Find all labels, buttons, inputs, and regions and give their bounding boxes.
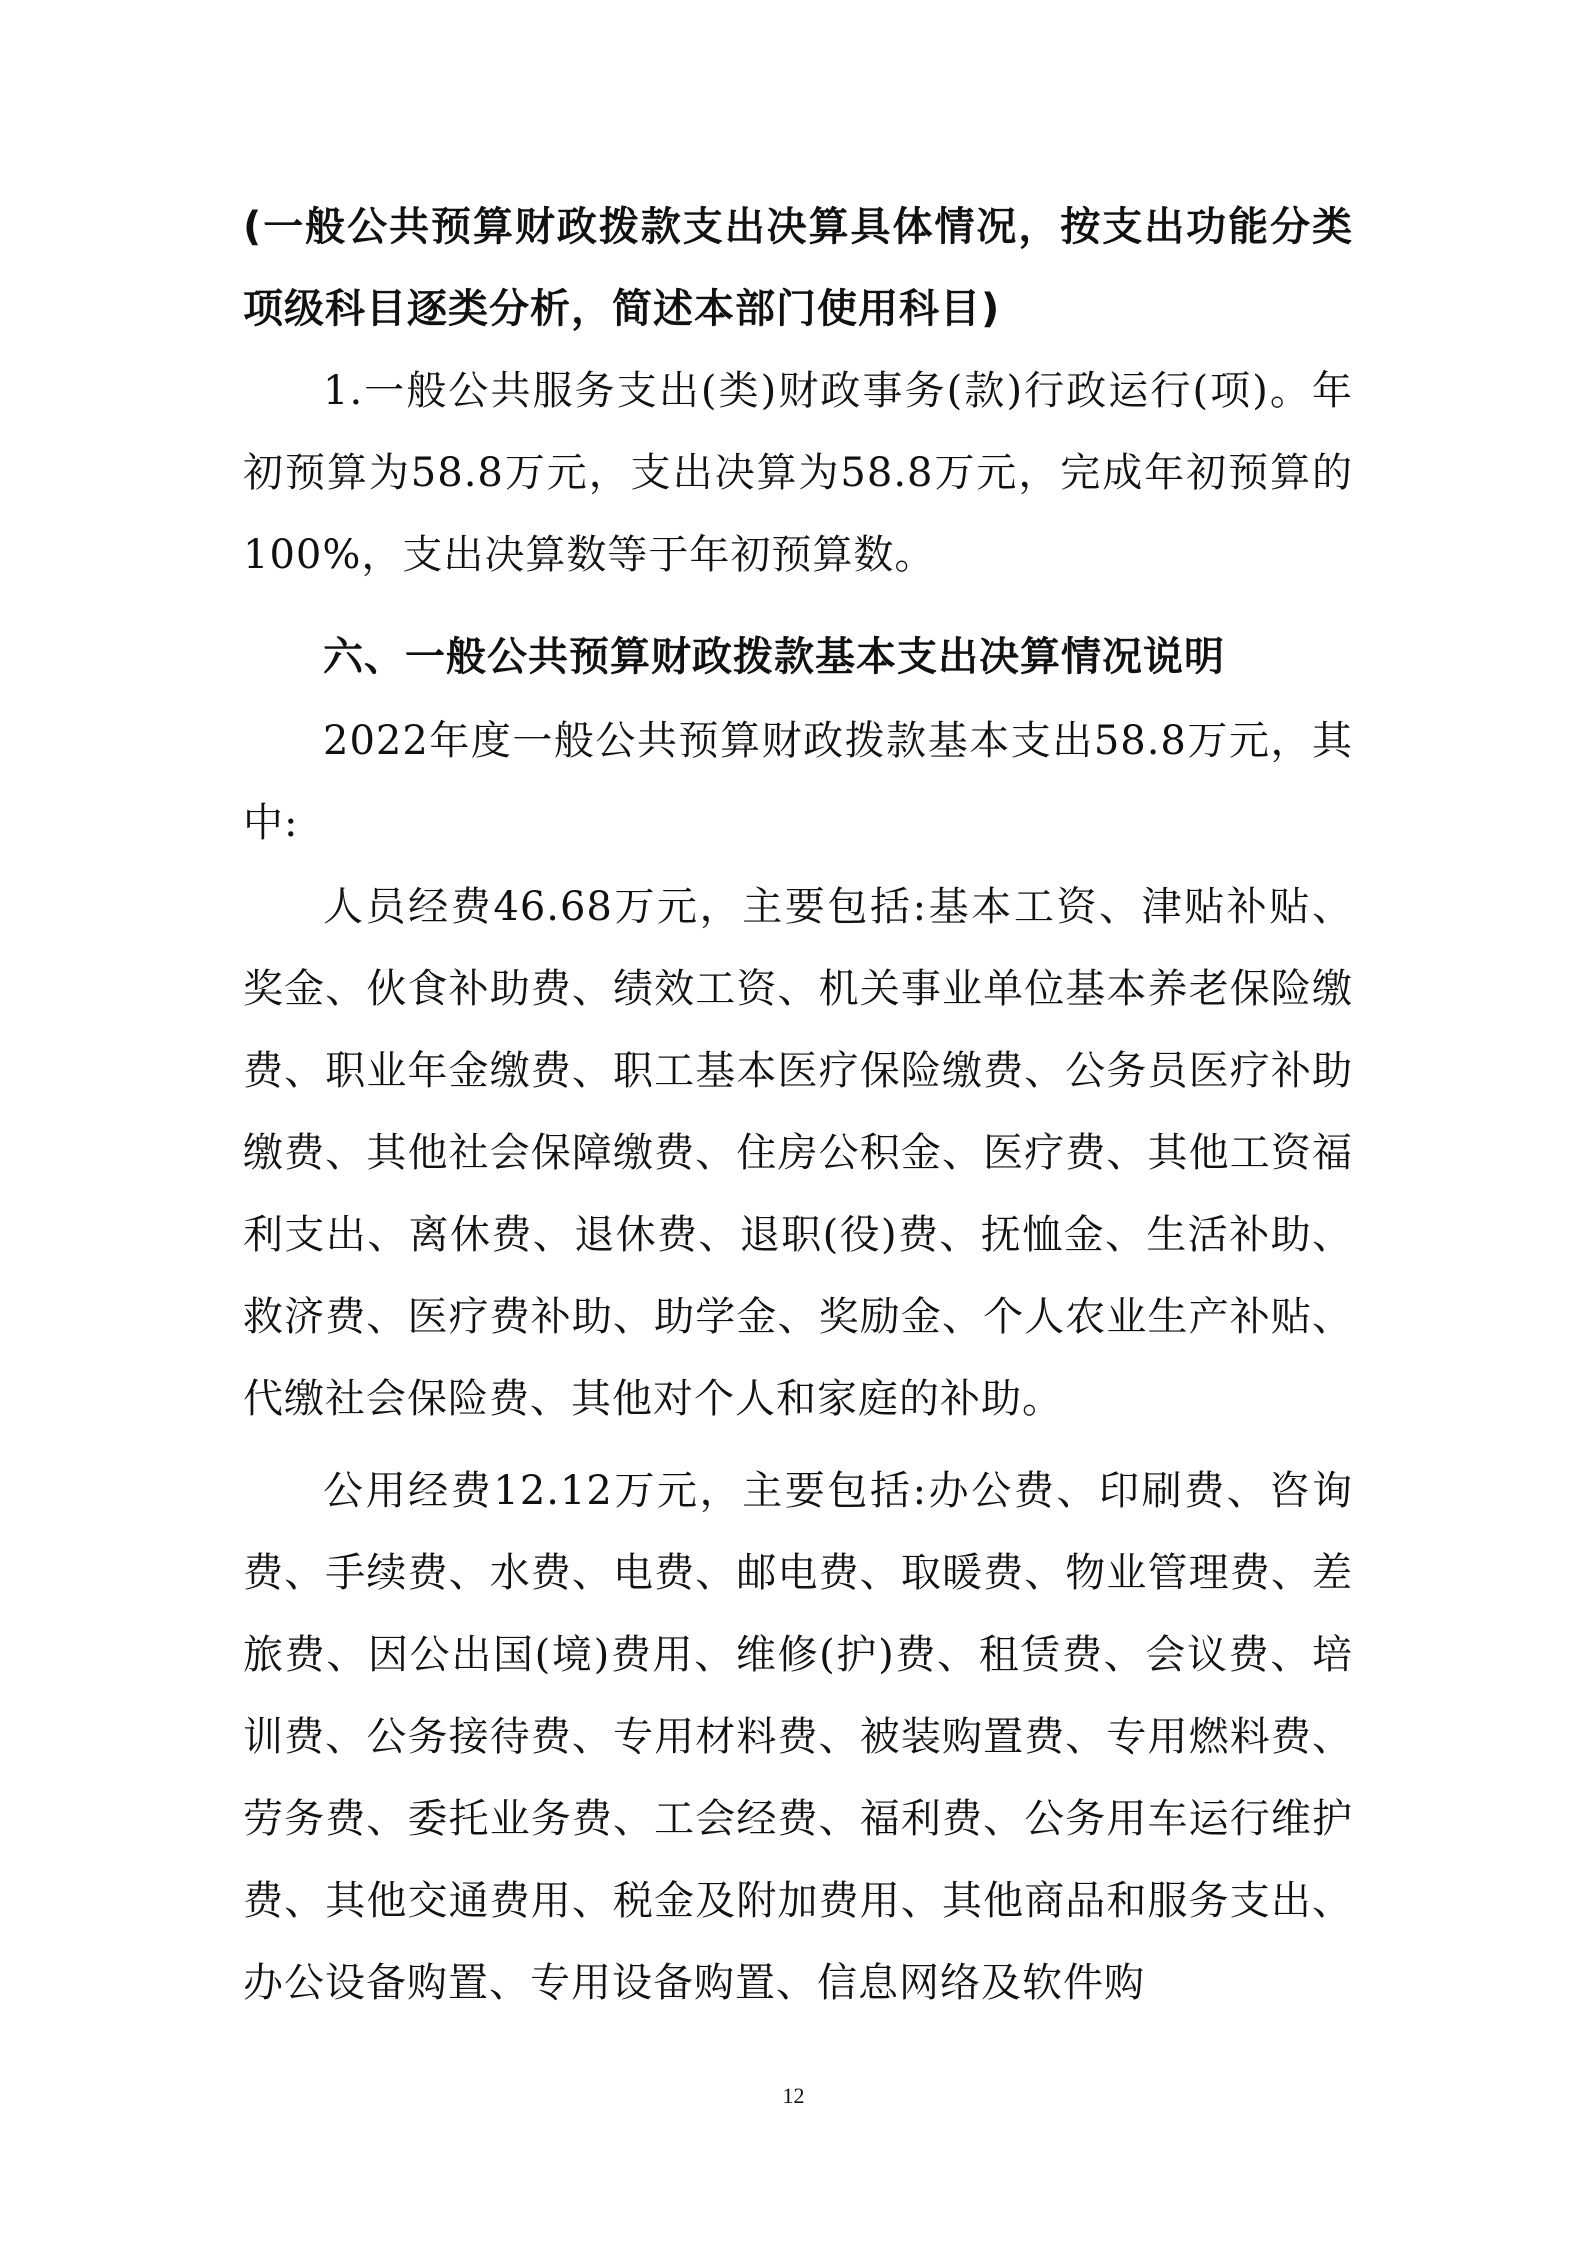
item-1-block bbox=[243, 350, 1353, 596]
summary-paragraph: 2022年度一般公共预算财政拨款基本支出58.8万元，其中: bbox=[243, 718, 1353, 846]
intro-note-block bbox=[243, 186, 1353, 350]
public-paragraph: 公用经费12.12万元，主要包括:办公费、印刷费、咨询费、手续费、水费、电费、邮电费、取暖费、物业管理费、差旅费、因公出国(境)费用、维修(护)费、租赁费、会议费、培训费、公务接待费、专用材料费、被装购置费、专用燃料费、劳务费、委托业务费、工会经费、福利费、公务用车运行维护费、其他交通费用、税金及附加费用、其他商品和服务支出、办公设备购置、专用设备购置、信息网络及软件购 bbox=[243, 1468, 1353, 2006]
intro-note: (一般公共预算财政拨款支出决算具体情况，按支出功能分类项级科目逐类分析，简述本部门使用科目) bbox=[243, 204, 1353, 332]
section-title-block bbox=[243, 616, 1353, 698]
summary-block bbox=[243, 700, 1353, 864]
item-1-paragraph: 1.一般公共服务支出(类)财政事务(款)行政运行(项)。年初预算为58.8万元，支出决算为58.8万元，完成年初预算的100%，支出决算数等于年初预算数。 bbox=[243, 368, 1353, 578]
page-number: 12 bbox=[782, 2083, 805, 2108]
personnel-block bbox=[243, 866, 1353, 1440]
personnel-paragraph: 人员经费46.68万元，主要包括:基本工资、津贴补贴、奖金、伙食补助费、绩效工资、机关事业单位基本养老保险缴费、职业年金缴费、职工基本医疗保险缴费、公务员医疗补助缴费、其他社会保障缴费、住房公积金、医疗费、其他工资福利支出、离休费、退休费、退职(役)费、抚恤金、生活补助、救济费、医疗费补助、助学金、奖励金、个人农业生产补贴、代缴社会保险费、其他对个人和家庭的补助。 bbox=[243, 884, 1353, 1422]
section-title: 六、一般公共预算财政拨款基本支出决算情况说明 bbox=[323, 634, 1225, 680]
public-block bbox=[243, 1450, 1353, 2024]
